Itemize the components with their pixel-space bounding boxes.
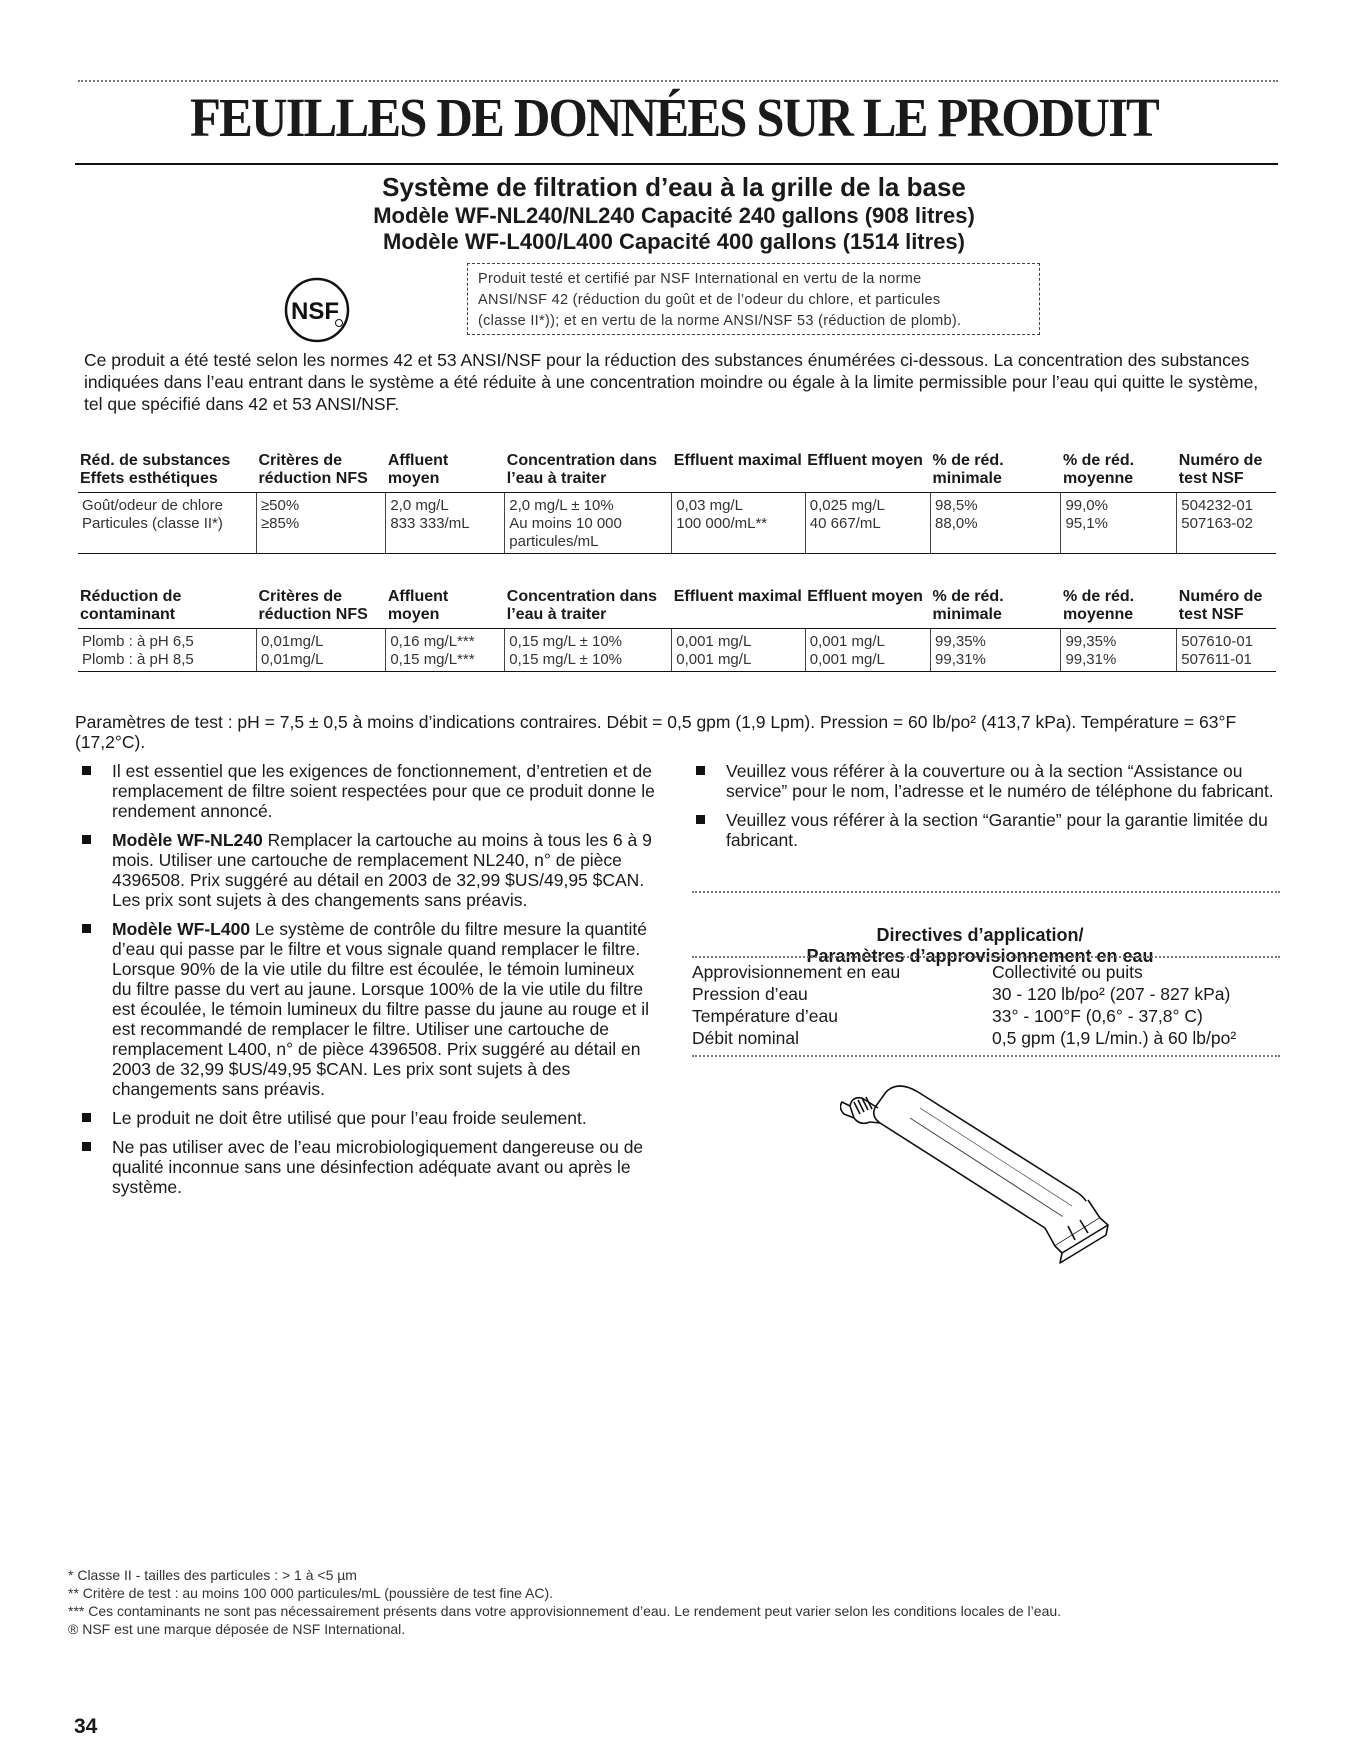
directive-row	[692, 1005, 1282, 1027]
col-header: Effluent maximal	[672, 588, 806, 629]
directive-row	[692, 1027, 1282, 1049]
nsf-logo-icon	[282, 275, 352, 345]
col-header: Numéro de test NSF	[1177, 588, 1276, 629]
left-bullet-list	[78, 761, 658, 1206]
top-dotted-rule	[78, 80, 1278, 82]
filter-cartridge-image	[840, 1078, 1130, 1273]
table-cell: 2,0 mg/L ± 10% Au moins 10 000 particules/mL	[505, 493, 672, 554]
col-header: % de réd. minimale	[931, 588, 1061, 629]
contaminant-table-body	[78, 629, 1276, 672]
col-header: Critères de réduction NFS	[256, 588, 385, 629]
directive-value: 30 - 120 lb/po² (207 - 827 kPa)	[992, 984, 1231, 1004]
col-header: Affluent moyen	[386, 588, 505, 629]
col-header: % de réd. minimale	[931, 452, 1061, 493]
table-cell: 2,0 mg/L 833 333/mL	[386, 493, 505, 554]
bullet-square-icon	[82, 835, 91, 844]
col-header: Numéro de test NSF	[1177, 452, 1276, 493]
directives-mid-rule	[692, 956, 1280, 958]
page-title: FEUILLES DE DONNÉES SUR LE PRODUIT	[190, 87, 1158, 148]
bullet-text: Le système de contrôle du filtre mesure la quantité d’eau qui passe par le filtre et vous signale quand remplacer le filtre. Lorsque 90% de la vie utile du filtre est écoulée, le témoin lumineux du filtre passe du vert au jaune. Lorsque 100% de la vie utile du filtre est écoulée, le témoin lumineux du filtre passe du jaune au rouge et il est recommandé de remplacer le filtre. Utiliser une cartouche de remplacement L400, n° de pièce 4396508. Prix suggéré au détail en 2003 de 32,99 $US/49,95 $CAN. Les prix sont sujets à des changements sans préavis.	[112, 919, 649, 1099]
table-cell: Plomb : à pH 6,5 Plomb : à pH 8,5	[78, 629, 256, 672]
table-cell: 0,025 mg/L 40 667/mL	[805, 493, 930, 554]
page-number: 34	[74, 1715, 98, 1738]
certification-line: ANSI/NSF 42 (réduction du goût et de l’odeur du chlore, et particules	[478, 292, 941, 308]
bullet-item	[692, 761, 1282, 801]
certification-box	[467, 263, 1040, 335]
table-cell: 507610-01 507611-01	[1177, 629, 1276, 672]
directives-title-line: Paramètres d’approvisionnement en eau	[806, 946, 1154, 966]
table-cell: 0,03 mg/L 100 000/mL**	[672, 493, 806, 554]
directive-label: Débit nominal	[692, 1028, 799, 1048]
directive-label: Pression d’eau	[692, 984, 808, 1004]
table-cell: 0,15 mg/L ± 10% 0,15 mg/L ± 10%	[505, 629, 672, 672]
bullet-text: Veuillez vous référer à la section “Garantie” pour la garantie limitée du fabricant.	[726, 810, 1268, 850]
nsf-logo-text: NSF	[291, 298, 339, 325]
bullet-square-icon	[696, 766, 705, 775]
bullet-square-icon	[82, 1113, 91, 1122]
table-row	[78, 493, 1276, 554]
col-header: Critères de réduction NFS	[256, 452, 385, 493]
col-header: Affluent moyen	[386, 452, 505, 493]
bullet-item	[692, 810, 1282, 850]
table-cell: 99,0% 95,1%	[1061, 493, 1177, 554]
table-cell: 0,001 mg/L 0,001 mg/L	[672, 629, 806, 672]
col-header: Concentration dans l’eau à traiter	[505, 588, 672, 629]
col-header: Effluent moyen	[805, 588, 930, 629]
intro-paragraph: Ce produit a été testé selon les normes 42 et 53 ANSI/NSF pour la réduction des substances énumérées ci-dessous. La concentration des substances indiquées dans l’eau entrant dans le système a été réduite à une concentration moindre ou égale à la limite permissible pour l’eau qui quitte le système, tel que spécifié dans 42 et 53 ANSI/NSF.	[84, 350, 1259, 414]
bullet-text: Ne pas utiliser avec de l’eau microbiologiquement dangereuse ou de qualité inconnue sans une désinfection adéquate avant ou après le système.	[112, 1137, 644, 1197]
directive-label: Température d’eau	[692, 1006, 838, 1026]
col-header: Effluent maximal	[672, 452, 806, 493]
bullet-bold-lead: Modèle WF-NL240	[112, 830, 263, 850]
table-cell: 98,5% 88,0%	[931, 493, 1061, 554]
directive-row	[692, 983, 1282, 1005]
col-header: Effluent moyen	[805, 452, 930, 493]
model-l400-heading: Modèle WF-L400/L400 Capacité 400 gallons (1514 litres)	[383, 229, 965, 254]
bullet-square-icon	[82, 924, 91, 933]
contaminant-reduction-table	[78, 588, 1276, 672]
bullet-text: Il est essentiel que les exigences de fonctionnement, d’entretien et de remplacement de filtre soient respectées pour que ce produit donne le rendement annoncé.	[112, 761, 655, 821]
bullet-text: Remplacer la cartouche au moins à tous les 6 à 9 mois. Utiliser une cartouche de remplacement NL240, n° de pièce 4396508. Prix suggéré au détail en 2003 de 32,99 $US/49,95 $CAN. Les prix sont sujets à des changements sans préavis.	[112, 830, 652, 910]
footnote: ® NSF est une marque déposée de NSF International.	[68, 1621, 406, 1637]
directives-bottom-rule	[692, 1055, 1280, 1057]
directive-row	[692, 961, 1282, 983]
table-row	[78, 629, 1276, 672]
table-cell: Goût/odeur de chlore Particules (classe II*)	[78, 493, 256, 554]
table-cell: 0,01mg/L 0,01mg/L	[256, 629, 385, 672]
footnote: *** Ces contaminants ne sont pas nécessairement présents dans votre approvisionnement d’eau. Le rendement peut varier selon les conditions locales de l’eau.	[68, 1603, 1062, 1619]
aesthetic-table-body	[78, 493, 1276, 554]
bullet-text: Veuillez vous référer à la couverture ou à la section “Assistance ou service” pour le nom, l’adresse et le numéro de téléphone du fabricant.	[726, 761, 1274, 801]
directive-value: Collectivité ou puits	[992, 962, 1143, 982]
bullet-item	[78, 1108, 658, 1128]
system-title: Système de filtration d’eau à la grille de la base	[382, 172, 966, 202]
certification-line: (classe II*)); et en vertu de la norme ANSI/NSF 53 (réduction de plomb).	[478, 313, 962, 329]
footnote: * Classe II - tailles des particules : > 1 à <5 µm	[68, 1567, 357, 1583]
aesthetic-effects-table	[78, 452, 1276, 554]
footnotes	[68, 1566, 1288, 1638]
directive-label: Approvisionnement en eau	[692, 962, 901, 982]
table-cell: 504232-01 507163-02	[1177, 493, 1276, 554]
right-bullet-list	[692, 761, 1282, 859]
directives-top-rule	[692, 891, 1280, 893]
col-header: Réduction de contaminant	[78, 588, 256, 629]
title-rule	[75, 163, 1278, 165]
test-parameters: Paramètres de test : pH = 7,5 ± 0,5 à moins d’indications contraires. Débit = 0,5 gpm (1,9 Lpm). Pression = 60 lb/po² (413,7 kPa). Température = 63°F (17,2°C).	[75, 712, 1237, 752]
bullet-item	[78, 830, 658, 910]
table-cell: 99,35% 99,31%	[1061, 629, 1177, 672]
col-header: % de réd. moyenne	[1061, 452, 1177, 493]
table-cell: 0,001 mg/L 0,001 mg/L	[805, 629, 930, 672]
bullet-item	[78, 761, 658, 821]
directive-value: 33° - 100°F (0,6° - 37,8° C)	[992, 1006, 1203, 1026]
col-header: Concentration dans l’eau à traiter	[505, 452, 672, 493]
directives-table	[692, 961, 1282, 1049]
bullet-square-icon	[82, 1142, 91, 1151]
table-cell: 0,16 mg/L*** 0,15 mg/L***	[386, 629, 505, 672]
bullet-square-icon	[82, 766, 91, 775]
model-nl240-heading: Modèle WF-NL240/NL240 Capacité 240 gallons (908 litres)	[373, 203, 975, 228]
directives-title-line: Directives d’application/	[876, 925, 1084, 945]
bullet-item	[78, 919, 658, 1099]
directive-value: 0,5 gpm (1,9 L/min.) à 60 lb/po²	[992, 1028, 1237, 1048]
table-cell: 99,35% 99,31%	[931, 629, 1061, 672]
bullet-square-icon	[696, 815, 705, 824]
bullet-text: Le produit ne doit être utilisé que pour l’eau froide seulement.	[112, 1108, 587, 1128]
col-header: Réd. de substances Effets esthétiques	[78, 452, 256, 493]
bullet-item	[78, 1137, 658, 1197]
table-cell: ≥50% ≥85%	[256, 493, 385, 554]
directives-table-body	[692, 961, 1282, 1049]
bullet-bold-lead: Modèle WF-L400	[112, 919, 251, 939]
certification-line: Produit testé et certifié par NSF International en vertu de la norme	[478, 271, 922, 287]
col-header: % de réd. moyenne	[1061, 588, 1177, 629]
footnote: ** Critère de test : au moins 100 000 particules/mL (poussière de test fine AC).	[68, 1585, 554, 1601]
